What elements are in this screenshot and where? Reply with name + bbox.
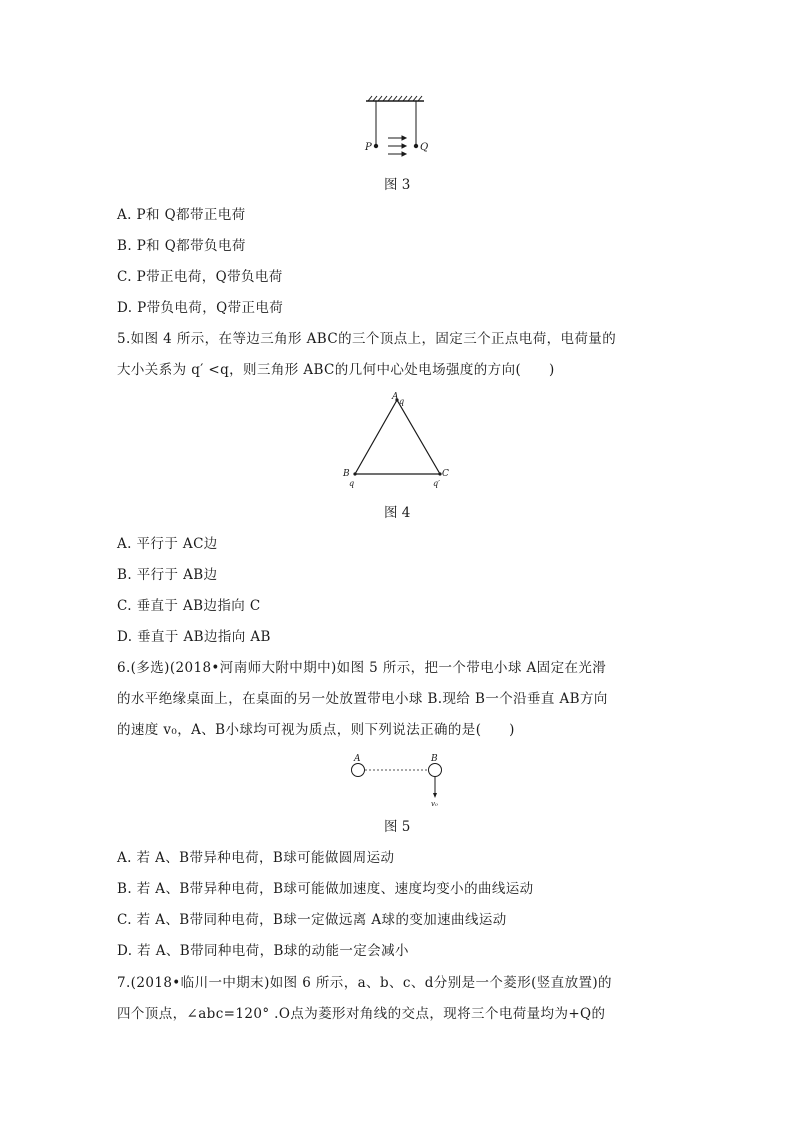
- label-p: P: [365, 142, 372, 153]
- q7-stem-line1: 7.(2018•临川一中期末)如图 6 所示，a、b、c、d分别是一个菱形(竖直放置)的: [117, 975, 612, 991]
- q5-option-c: C. 垂直于 AB边指向 C: [117, 598, 261, 614]
- q5-stem-line1: 5.如图 4 所示，在等边三角形 ABC的三个顶点上，固定三个正点电荷，电荷量的: [117, 331, 617, 347]
- label-v0: v₀: [431, 800, 438, 808]
- triangle-abc: [355, 400, 440, 474]
- label-b: B: [431, 754, 438, 764]
- q4-option-b: B. P和 Q都带负电荷: [117, 238, 246, 254]
- figure-4-caption: 图 4: [384, 505, 411, 521]
- figure-5-caption: 图 5: [384, 819, 411, 835]
- q5-option-b: B. 平行于 AB边: [117, 567, 218, 583]
- q6-option-a: A. 若 A、B带异种电荷，B球可能做圆周运动: [117, 850, 395, 866]
- figure-4: [340, 388, 460, 493]
- q6-option-b: B. 若 A、B带异种电荷，B球可能做加速度、速度均变小的曲线运动: [117, 881, 534, 897]
- velocity-arrowhead: [433, 793, 437, 798]
- label-vertex-b: B: [343, 469, 350, 479]
- q6-stem-line2: 的水平绝缘桌面上，在桌面的另一处放置带电小球 B.现给 B一个沿垂直 AB方向: [117, 691, 608, 707]
- q4-option-a: A. P和 Q都带正电荷: [117, 207, 246, 223]
- charge-p: [374, 144, 378, 148]
- label-q: Q: [420, 142, 429, 153]
- figure-3-caption: 图 3: [384, 177, 411, 193]
- q7-stem-line2: 四个顶点，∠abc=120° .O点为菱形对角线的交点，现将三个电荷量均为+Q的: [117, 1006, 606, 1022]
- q5-option-d: D. 垂直于 AB边指向 AB: [117, 629, 271, 645]
- label-vertex-a: A: [392, 392, 399, 402]
- field-arrows: [388, 136, 406, 156]
- figure-5: [345, 752, 455, 810]
- q5-option-a: A. 平行于 AC边: [117, 536, 218, 552]
- vertex-b-dot: [353, 472, 356, 475]
- charge-q: [414, 144, 418, 148]
- label-charge-c: q′: [433, 479, 440, 488]
- figure-3: [360, 95, 440, 165]
- ball-b: [429, 764, 442, 777]
- q6-stem-line3: 的速度 v₀，A、B小球均可视为质点，则下列说法正确的是( ): [117, 722, 515, 738]
- q4-option-d: D. P带负电荷，Q带正电荷: [117, 300, 284, 316]
- ball-a: [352, 764, 365, 777]
- q4-option-c: C. P带正电荷，Q带负电荷: [117, 269, 283, 285]
- q6-option-d: D. 若 A、B带同种电荷，B球的动能一定会减小: [117, 943, 409, 959]
- q5-stem-line2: 大小关系为 q′ <q，则三角形 ABC的几何中心处电场强度的方向( ): [117, 362, 555, 378]
- label-charge-a: q: [399, 397, 405, 406]
- q6-stem-line1: 6.(多选)(2018•河南师大附中期中)如图 5 所示，把一个带电小球 A固定在光滑: [117, 660, 607, 676]
- label-a: A: [354, 754, 361, 764]
- q6-option-c: C. 若 A、B带同种电荷，B球一定做远离 A球的变加速曲线运动: [117, 912, 507, 928]
- label-vertex-c: C: [442, 469, 449, 479]
- label-charge-b: q: [349, 479, 355, 488]
